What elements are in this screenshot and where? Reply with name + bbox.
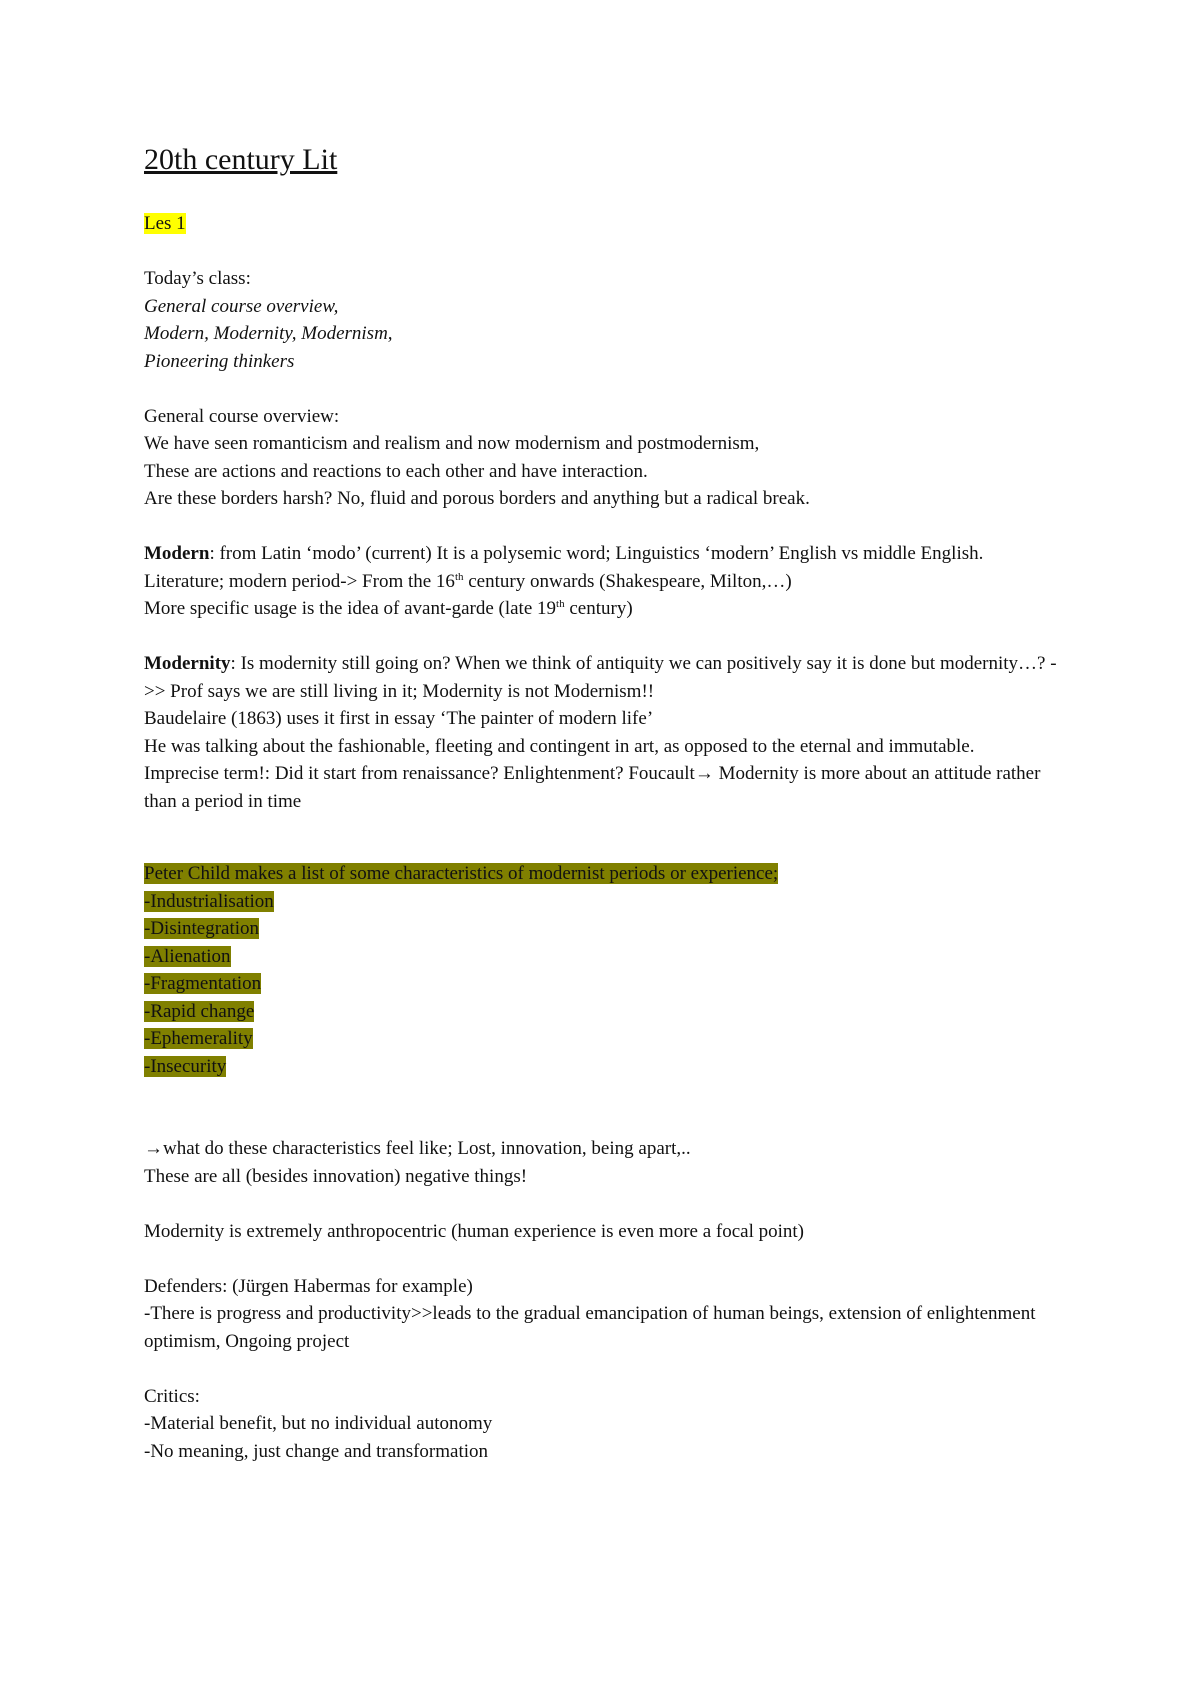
modernity-term: Modernity xyxy=(144,653,231,674)
overview-line: These are actions and reactions to each other and have interaction. xyxy=(144,460,648,482)
overview-line: We have seen romanticism and realism and now modernism and postmodernism, xyxy=(144,433,760,454)
imprecise-line: Imprecise term!: Did it start from renaissance? Enlightenment? Foucault→ Modernity is more about an attitude rather than a period in time xyxy=(144,763,1041,812)
arrow-right-icon: → xyxy=(694,763,714,784)
modern-literature-line: Literature; modern period-> From the 16th century onwards (Shakespeare, Milton,…) xyxy=(144,570,792,592)
critics-point: -No meaning, just change and transformation xyxy=(144,1440,489,1462)
critics-heading: Critics: xyxy=(144,1385,200,1407)
child-list-item: -Ephemerality xyxy=(144,1028,253,1049)
modern-definition: : from Latin ‘modo’ (current) It is a polysemic word; Linguistics ‘modern’ English vs middle English. xyxy=(209,543,984,564)
child-list-intro: Peter Child makes a list of some characteristics of modernist periods or experience; xyxy=(144,863,779,884)
overview-line: Are these borders harsh? No, fluid and porous borders and anything but a radical break. xyxy=(144,488,810,509)
fashion-line: He was talking about the fashionable, fleeting and contingent in art, as opposed to the eternal and immutable. xyxy=(144,735,975,757)
anthropocentric-line: Modernity is extremely anthropocentric (human experience is even more a focal point) xyxy=(144,1220,804,1242)
todays-class-item: Pioneering thinkers xyxy=(144,350,295,372)
todays-class-heading: Today’s class: xyxy=(144,268,251,289)
defenders-point: -There is progress and productivity>>leads to the gradual emancipation of human beings, extension of enlightenment optimism, Ongoing project xyxy=(144,1303,1036,1352)
lesson-label: Les 1 xyxy=(144,213,186,234)
modernity-definition: : Is modernity still going on? When we think of antiquity we can positively say it is done but modernity…? ->> Prof says we are still living in it; Modernity is not Modernism!! xyxy=(144,653,1057,702)
child-list-item: -Industrialisation xyxy=(144,890,274,912)
child-list-item: -Rapid change xyxy=(144,1000,255,1022)
overview-heading: General course overview: xyxy=(144,405,340,427)
modern-term: Modern xyxy=(144,543,210,564)
child-list-item: -Disintegration xyxy=(144,918,260,939)
negative-line: These are all (besides innovation) negative things! xyxy=(144,1165,528,1187)
modern-usage-line: More specific usage is the idea of avant-garde (late 19th century) xyxy=(144,598,633,619)
page-title: 20th century Lit xyxy=(144,143,338,176)
modernity-paragraph xyxy=(144,650,1064,705)
modern-paragraph xyxy=(144,540,1064,568)
child-list-item: -Insecurity xyxy=(144,1055,227,1077)
critics-point: -Material benefit, but no individual autonomy xyxy=(144,1413,493,1434)
todays-class-item: General course overview, xyxy=(144,295,339,317)
document-body xyxy=(144,140,1064,1465)
baudelaire-line: Baudelaire (1863) uses it first in essay ‘The painter of modern life’ xyxy=(144,708,654,729)
feel-line: →what do these characteristics feel like; Lost, innovation, being apart,.. xyxy=(144,1138,691,1159)
child-list-item: -Alienation xyxy=(144,945,231,967)
child-list-item: -Fragmentation xyxy=(144,973,262,994)
todays-class-item: Modern, Modernity, Modernism, xyxy=(144,323,393,344)
defenders-heading: Defenders: (Jürgen Habermas for example) xyxy=(144,1275,473,1297)
arrow-right-icon: → xyxy=(144,1138,163,1159)
